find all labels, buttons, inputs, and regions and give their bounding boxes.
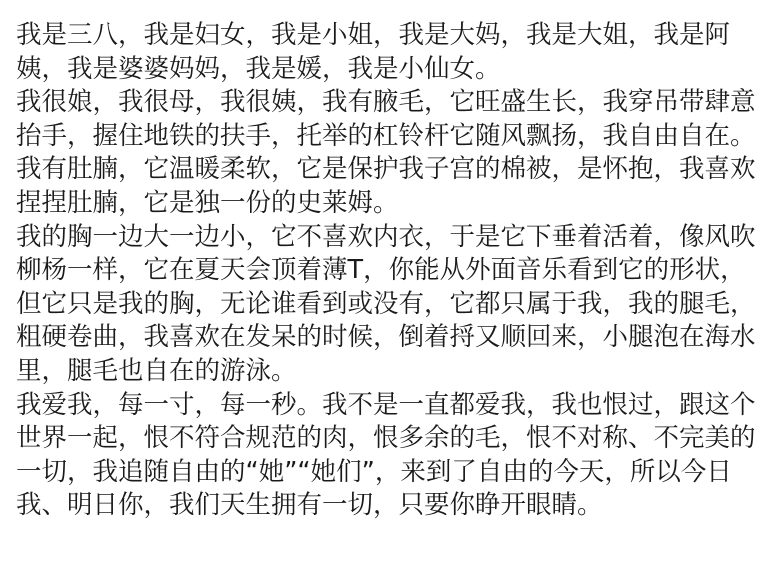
paragraph-3: 我有肚腩，它温暖柔软，它是保护我子宫的棉被，是怀抱，我喜欢捏捏肚腩，它是独一份的史莱姆。 — [16, 154, 756, 218]
paragraph-5: 我爱我，每一寸，每一秒。我不是一直都爱我，我也恨过，跟这个世界一起，恨不符合规范的肉，恨多余的毛，恨不对称、不完美的一切，我追随自由的“她”“她们”，来到了自由的今天，所以今日我、明日你，我们天生拥有一切，只要你睁开眼睛。 — [16, 389, 756, 521]
document-body — [16, 19, 762, 523]
paragraph-2: 我很娘，我很母，我很姨，我有腋毛，它旺盛生长，我穿吊带肆意抬手，握住地铁的扶手，托举的杠铃杆它随风飘扬，我自由自在。 — [16, 87, 756, 151]
paragraph-1: 我是三八，我是妇女，我是小姐，我是大妈，我是大姐，我是阿姨，我是婆婆妈妈，我是媛，我是小仙女。 — [16, 20, 731, 84]
paragraph-4: 我的胸一边大一边小，它不喜欢内衣，于是它下垂着活着，像风吹柳杨一样，它在夏天会顶着薄T，你能从外面音乐看到它的形状，但它只是我的胸，无论谁看到或没有，它都只属于我，我的腿毛，粗硬卷曲，我喜欢在发呆的时候，倒着捋又顺回来，小腿泡在海水里，腿毛也自在的游泳。 — [16, 221, 756, 386]
